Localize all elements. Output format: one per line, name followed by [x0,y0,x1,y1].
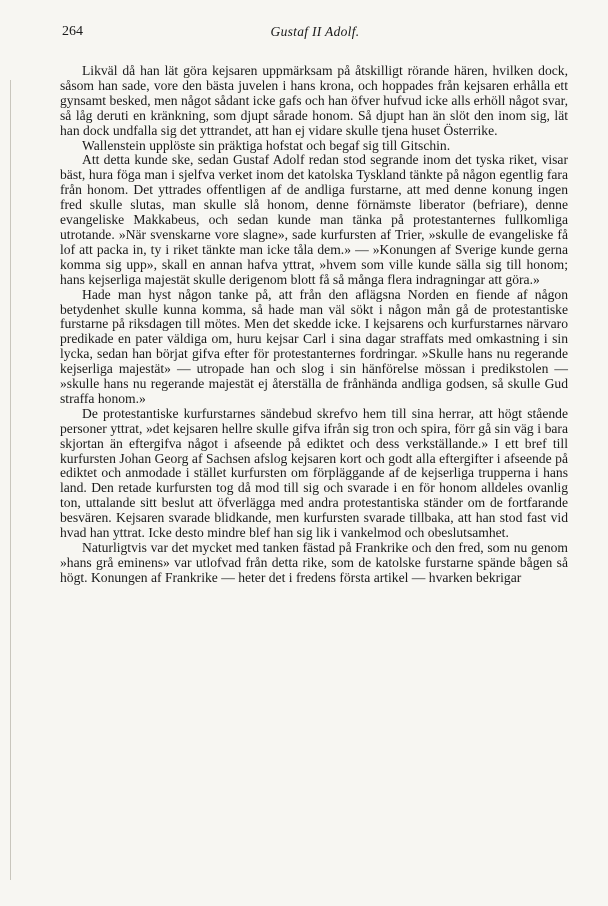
paragraph: Naturligtvis var det mycket med tanken fästad på Frankrike och den fred, som nu genom »hans grå eminens» var utlofvad från detta rike, som de katolske furstarne spände bågen så högt. Konungen af Frankrike — heter det i fredens första artikel — hvarken bekrigar [60,540,568,585]
paragraph: De protestantiske kurfurstarnes sändebud skrefvo hem till sina herrar, att högt stående personer yttrat, »det kejsaren hellre skulle gifva ifrån sig tron och spira, förr gå sin väg i bara skjortan än eftergifva något i afseende på ediktet och dess verkställande.» I ett bref till kurfursten Johan Georg af Sachsen afslog kejsaren kort och godt alla eftergifter i afseende på ediktet och anmodade i stället kurfursten om förpläggande af de kejserliga trupperna i hans land. Den retade kurfursten tog då mod till sig och svarade i en för honom alldeles ovanlig ton, uttalande sitt beslut att öfverlägga med andra protestantiska ständer om de fortfarande besvären. Kejsaren svarade blidkande, men kurfursten svarade tillbaka, att han stod fast vid hvad han yttrat. Icke desto mindre blef han sig lik i vankelmod och obeslutsamhet. [60,405,568,541]
running-title: Gustaf II Adolf. [270,24,360,39]
body-text [60,64,568,586]
paragraph: Likväl då han lät göra kejsaren uppmärksam på åtskilligt rörande hären, hvilken dock, såsom han sade, vore den bästa juvelen i hans krona, och hoppades från kejsaren erhålla ett gynsamt besked, men något sådant icke gafs och han öfver hufvud icke alls erhöll något svar, så låg deruti en kränkning, som djupt sårade honom. Så djupt han än slöt den inom sig, lät han dock undfalla sig det yttrandet, att han ej vidare skulle tjena huset Österrike. [60,63,568,138]
paragraph: Att detta kunde ske, sedan Gustaf Adolf redan stod segrande inom det tyska riket, visar bäst, hura föga man i sjelfva verket inom det katolska Tyskland tänkte på någon egentlig fara från honom. Det yttrades offentligen af de andliga furstarne, att med denne konung ingen fred skulle slutas, man skulle slå honom, denne förnämste liberator (befriare), denne evangeliske Makkabeus, och sedan kunde man tänka på protestanternes fullkomliga utrotande. »När svenskarne vore slagne», sade kurfursten af Trier, »skulle de evangeliske få lof att packa in, ty i riket tänkte man icke tåla dem.» — »Konungen af Sverige kunde gerna komma sig upp», skall en annan hafva yttrat, »hvem som ville kunde sälla sig till honom; hans kejserliga majestät skulle derigenom blott få så många flera indragningar att göra.» [60,152,568,287]
paragraph: Wallenstein upplöste sin präktiga hofstat och begaf sig till Gitschin. [82,137,451,153]
page-number: 264 [62,24,83,39]
page-edge-line [10,80,11,880]
paragraph: Hade man hyst någon tanke på, att från den aflägsna Norden en fiende af någon betydenhet skulle kunna komma, så hade man väl sökt i någon mån gå de protestantiske furstarne på riksdagen till mötes. Men det skedde icke. I kejsarens och kurfurstarnes närvaro predikade en pater väldiga om, huru kejsar Carl i sina dagar straffats med omkastning i sin lycka, sedan han börjat gifva efter för protestanternes fordringar. »Skulle hans nu regerande kejserliga majestät» — utropade han och slog i sin hänförelse mössan i predikstolen — »skulle hans nu regerande majestät ej återställa de frånhända andliga godsen, så skulle Gud straffa honom.» [60,286,568,406]
running-head [62,24,568,46]
